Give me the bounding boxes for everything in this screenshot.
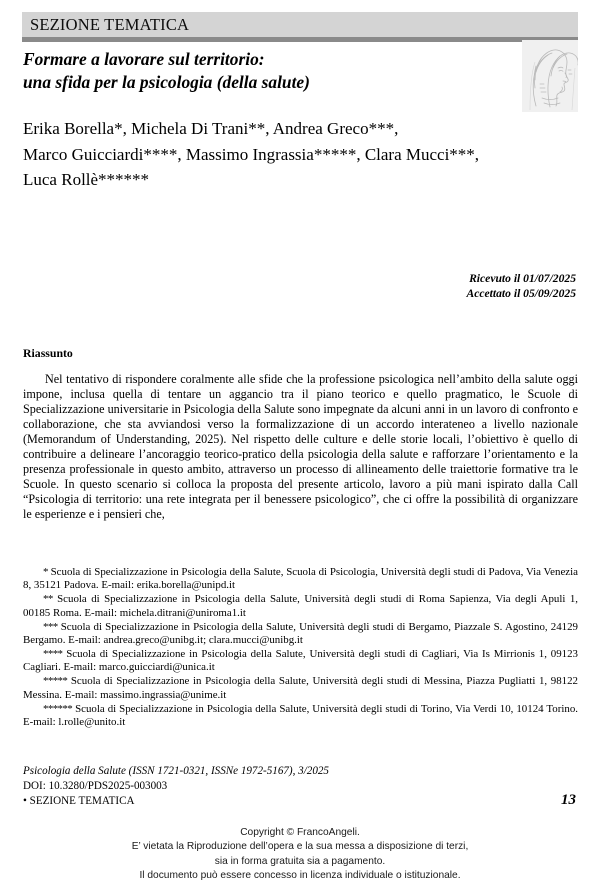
footnote-text: Scuola di Specializzazione in Psicologia della Salute, Università degli studi di Roma Sapienza, Via degli Apuli 1, 00185 Roma. E-mail: michela.ditrani@uniroma1.it	[23, 593, 578, 619]
page-number: 13	[561, 792, 576, 809]
footnote-text: Scuola di Specializzazione in Psicologia della Salute, Università degli studi di Cagliari, Via Is Mirrionis 1, 09123 Cagliari. E-mail: marco.guicciardi@unica.it	[23, 647, 578, 674]
footnote-marker: ******	[43, 702, 73, 715]
footnote-text: Scuola di Specializzazione in Psicologia della Salute, Università degli studi di Messina, Piazza Pugliatti 1, 98122 Messina. E-mail: massimo.ingrassia@unime.it	[23, 675, 578, 701]
copyright-line-3: sia in forma gratuita sia a pagamento.	[214, 855, 386, 867]
abstract-text: Nel tentativo di rispondere coralmente alle sfide che la professione psicologica nell’ambito della salute oggi impone, inclusa quella di tentare un aggancio tra il piano teorico e quello pragmatico, le Scuole di Specializzazione universitarie in Psicologia della Salute sono impegnate da alcuni anni in un lavoro di confronto e collaborazione, che sta avviandosi verso la formalizzazione di un accordo interateneo a livello nazionale (Memorandum of Understanding, 2025). Nel rispetto delle culture e delle storie locali, l’obiettivo è quello di contribuire a delineare l’ancoraggio teorico-pratico della psicologia della salute e rafforzare l’orientamento e la presenza professionale in questo ambito, attraverso un processo di allineamento delle traiettorie formative tra le Scuole. In questo scenario si colloca la proposta del presente articolo, lavoro a più mani ispirato dalla Call “Psicologia di territorio: una rete integrata per il benessere psicologico”, che ci offre la possibilità di organizzare le esperienze e i pensieri che,	[23, 372, 578, 522]
footnote-item	[23, 703, 578, 730]
section-header-rule	[22, 37, 578, 42]
footnote-item	[23, 675, 578, 702]
author-line-2: Marco Guicciardi****, Massimo Ingrassia*****, Clara Mucci***,	[23, 144, 480, 164]
author-line-3: Luca Rollè******	[23, 170, 150, 189]
footnote-marker: *****	[43, 675, 68, 688]
author-list	[23, 116, 523, 193]
abstract-heading: Riassunto	[23, 346, 73, 360]
footnote-marker: ****	[43, 647, 63, 660]
submission-dates	[467, 272, 576, 301]
journal-issn-line: Psicologia della Salute (ISSN 1721-0321, ISSNe 1972-5167), 3/2025	[23, 765, 329, 777]
journal-section-label: • SEZIONE TEMATICA	[23, 795, 135, 808]
section-header-label: SEZIONE TEMATICA	[22, 12, 578, 37]
section-header	[22, 12, 578, 42]
footnote-marker: ***	[43, 620, 58, 633]
journal-info	[23, 764, 578, 809]
title-line-1: Formare a lavorare sul territorio:	[23, 49, 265, 69]
footnote-marker: **	[43, 593, 53, 606]
footnote-text: Scuola di Specializzazione in Psicologia della Salute, Scuola di Psicologia, Università degli studi di Padova, Via Venezia 8, 35121 Padova. E-mail: erika.borella@unipd.it	[23, 566, 578, 592]
accepted-date: Accettato il 05/09/2025	[466, 286, 576, 300]
journal-doi-line: DOI: 10.3280/PDS2025-003003	[23, 779, 168, 792]
footnote-item	[23, 648, 578, 675]
footnote-item	[23, 621, 578, 648]
copyright-notice	[0, 826, 600, 884]
journal-section-row	[23, 793, 578, 809]
copyright-line-2: E’ vietata la Riproduzione dell’opera e la sua messa a disposizione di terzi,	[131, 841, 469, 853]
footnote-text: Scuola di Specializzazione in Psicologia della Salute, Università degli studi di Torino, Via Verdi 10, 10124 Torino. E-mail: l.rolle@unito.it	[23, 702, 578, 728]
copyright-line-1: Copyright © FrancoAngeli.	[240, 827, 360, 838]
footnote-item	[23, 593, 578, 620]
footnote-marker: *	[43, 566, 48, 578]
author-line-1: Erika Borella*, Michela Di Trani**, Andrea Greco***,	[23, 119, 399, 138]
title-line-2: una sfida per la psicologia (della salute)	[23, 72, 310, 92]
franco-angeli-engraving-logo	[522, 40, 578, 112]
copyright-line-4: Il documento può essere concesso in licenza individuale o istituzionale.	[139, 870, 461, 882]
received-date: Ricevuto il 01/07/2025	[469, 272, 576, 285]
two-profile-faces-icon	[522, 40, 578, 112]
footnote-item	[23, 566, 578, 593]
affiliation-footnotes	[23, 566, 578, 730]
page-title	[23, 48, 493, 94]
footnote-text: Scuola di Specializzazione in Psicologia della Salute, Università degli studi di Bergamo, Piazzale S. Agostino, 24129 Bergamo. E-mail: andrea.greco@unibg.it; clara.mucci@unibg.it	[23, 620, 578, 647]
